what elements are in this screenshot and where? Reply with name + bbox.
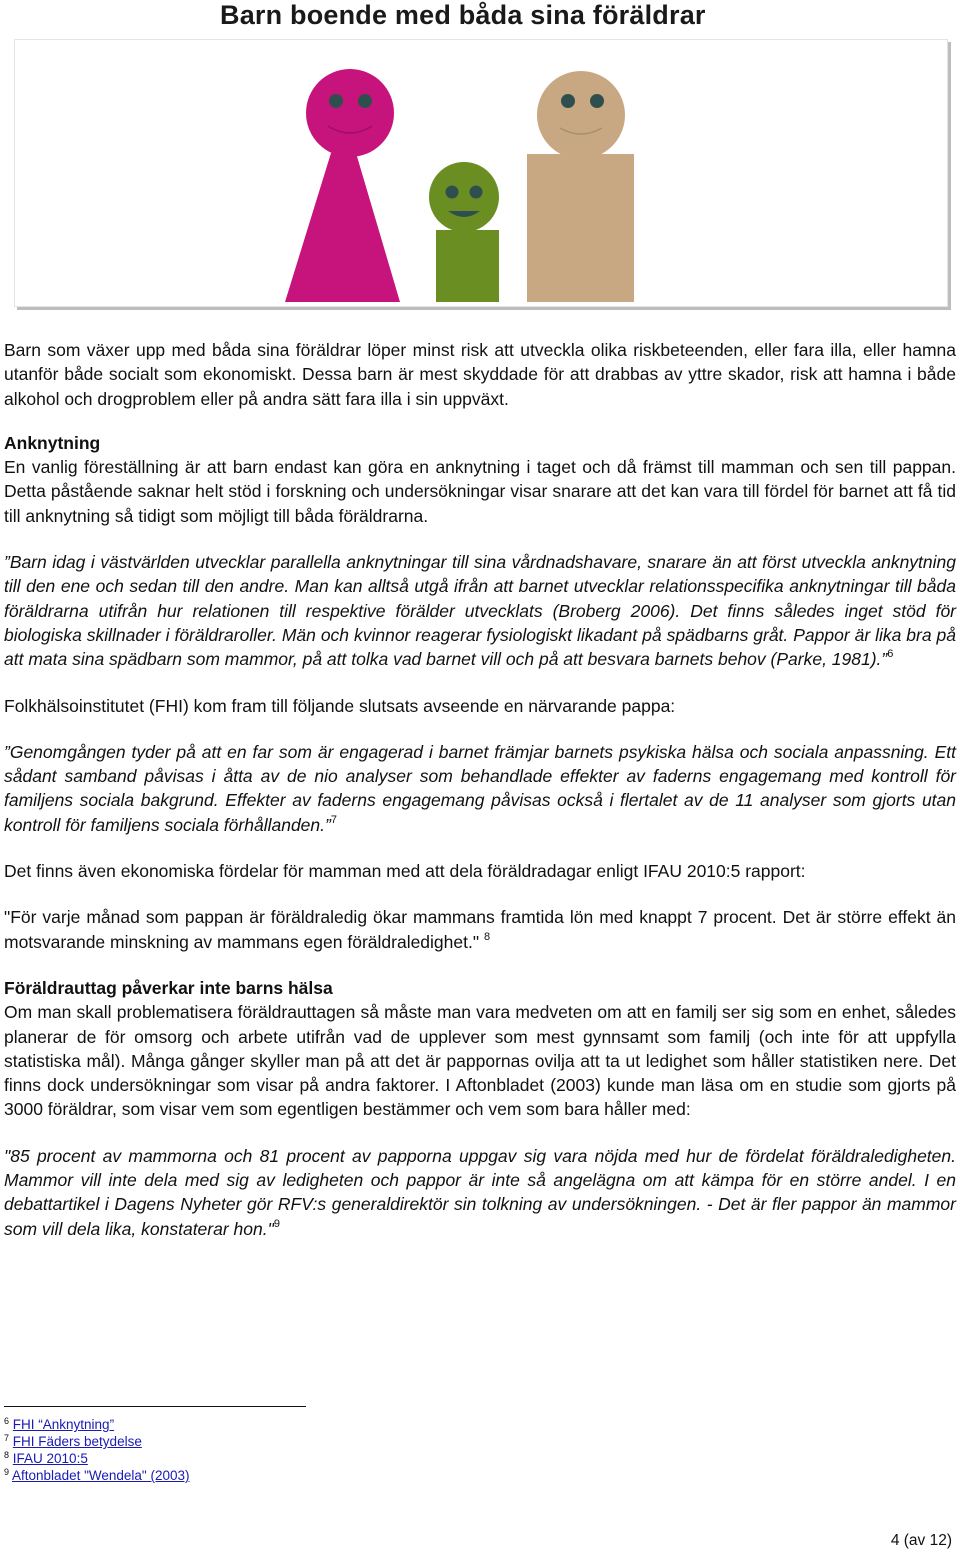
mother-eye-right	[358, 94, 372, 108]
footnote-number: 7	[4, 1433, 10, 1443]
anknytning-paragraph: En vanlig föreställning är att barn endast kan göra en anknytning i taget och då främst till mamman och sen till pappan. Detta påstående saknar helt stöd i forskning och undersökningar visar snarare att det kan vara till fördel för barnet att få tid till anknytning så tidigt som möjligt till båda föräldrarna.	[4, 457, 956, 526]
foraldrauttag-paragraph: Om man skall problematisera föräldrauttagen så måste man vara medveten om att en familj ser sig som en enhet, således planerar de för omsorg och arbete utifrån vad de upplever som mest gynnsamt som familj (och inte för att uppfylla statistiska mål). Många gånger skyller man på att det är pappornas ovilja att ta ut ledighet som håller statistiken nere. Det finns dock undersökningar som visar på andra faktorer. I Aftonbladet (2003) kunde man läsa om en studie som gjorts på 3000 föräldrar, som visar vem som egentligen bestämmer och vem som bara håller med:	[4, 1002, 956, 1120]
father-figure	[527, 71, 634, 302]
footnote-number: 6	[4, 1416, 10, 1426]
family-illustration-svg	[15, 40, 947, 306]
child-eye-right	[470, 186, 483, 199]
mother-head	[306, 69, 394, 157]
quote-fhi	[4, 740, 956, 837]
child-head	[429, 162, 499, 232]
mother-eye-left	[329, 94, 343, 108]
footnote-link-fhi-faders-betydelse[interactable]: FHI Fäders betydelse	[12, 1434, 142, 1449]
mother-figure	[285, 69, 400, 302]
footnote-divider	[4, 1406, 306, 1407]
page-number: 4 (av 12)	[890, 1532, 952, 1549]
footnotes	[4, 1416, 189, 1484]
child-body	[436, 230, 499, 302]
footnote-link-ifau[interactable]: IFAU 2010:5	[12, 1451, 88, 1466]
fhi-intro-paragraph: Folkhälsoinstitutet (FHI) kom fram till följande slutsats avseende en närvarande pappa:	[4, 695, 676, 716]
footnote-ref-8: 8	[483, 930, 491, 943]
quote-ifau-text: "För varje månad som pappan är föräldraledig ökar mammans framtida lön med knappt 7 procent. Det är större effekt än motsvarande minskning av mammans egen föräldraledighet."	[4, 907, 956, 952]
footnote-8	[4, 1450, 189, 1467]
father-body	[527, 154, 634, 302]
father-eye-left	[561, 94, 575, 108]
father-eye-right	[590, 94, 604, 108]
footnote-6	[4, 1416, 189, 1433]
footnote-number: 9	[4, 1467, 10, 1477]
heading-foraldrauttag: Föräldrauttag påverkar inte barns hälsa	[4, 977, 333, 998]
footnote-number: 8	[4, 1450, 10, 1460]
quote-fhi-text: ”Genomgången tyder på att en far som är engagerad i barnet främjar barnets psykiska hälsa och sociala anpassning. Ett sådant samband påvisas i åtta av de nio analyser som behandlade effekter av faderns engagemang med kontroll för familjens sociala bakgrund. Effekter av faderns engagemang påvisas också i flertalet av de 11 analyser som gjorts utan kontroll för familjens sociala förhållanden.”	[4, 741, 956, 835]
page-title: Barn boende med båda sina föräldrar	[220, 0, 706, 30]
footnote-link-aftonbladet[interactable]: Aftonbladet "Wendela" (2003)	[12, 1468, 190, 1483]
footnote-ref-6: 6	[887, 648, 894, 661]
footnote-9	[4, 1467, 189, 1484]
economic-paragraph: Det finns även ekonomiska fördelar för mamman med att dela föräldradagar enligt IFAU 2010:5 rapport:	[4, 861, 806, 882]
footnote-ref-9: 9	[273, 1217, 280, 1230]
quote-broberg	[4, 550, 956, 671]
quote-aftonbladet-text: "85 procent av mammorna och 81 procent av papporna uppgav sig vara nöjda med hur de fördelat föräldraledigheten. Mammor vill inte dela med sig av ledigheten och pappor är inte så angelägna om att kämpa för en större andel. I en debattartikel i Dagens Nyheter gör RFV:s generaldirektör sin tolkning av undersökningen. - Det är fler pappor än mammor som vill dela lika, konstaterar hon."	[4, 1145, 956, 1239]
child-eye-left	[446, 186, 459, 199]
family-illustration	[14, 39, 948, 307]
quote-broberg-text: ”Barn idag i västvärlden utvecklar parallella anknytningar till sina vårdnadshavare, snarare än att först utveckla anknytning till den ene och sedan till den andre. Man kan alltså utgå ifrån att barnet utvecklar relationsspecifika anknytningar till båda föräldrarna utifrån hur relationen till respektive förälder utvecklats (Broberg 2006). Det finns således inget stöd för biologiska skillnader i föräldraroller. Män och kvinnor reagerar fysiologiskt likadant på spädbarns gråt. Pappor är lika bra på att mata sina spädbarn som mammor, på att tolka vad barnet vill och på att besvara barnets behov (Parke, 1981).”	[4, 552, 956, 670]
intro-paragraph: Barn som växer upp med båda sina föräldrar löper minst risk att utveckla olika riskbeteenden, eller fara illa, eller hamna utanför både socialt som ekonomiskt. Dessa barn är mest skyddade för att drabbas av yttre skador, risk att hamna i både alkohol och drogproblem eller på andra sätt fara illa i sin uppväxt.	[4, 340, 956, 409]
quote-ifau	[4, 905, 956, 954]
footnote-link-fhi-anknytning[interactable]: FHI “Anknytning”	[12, 1417, 115, 1432]
article-body	[4, 338, 956, 1263]
mother-body	[285, 153, 400, 302]
heading-anknytning: Anknytning	[4, 432, 101, 453]
quote-aftonbladet	[4, 1144, 956, 1241]
father-head	[537, 71, 625, 159]
child-figure	[429, 162, 499, 302]
footnote-7	[4, 1433, 189, 1450]
footnote-ref-7: 7	[330, 813, 337, 826]
